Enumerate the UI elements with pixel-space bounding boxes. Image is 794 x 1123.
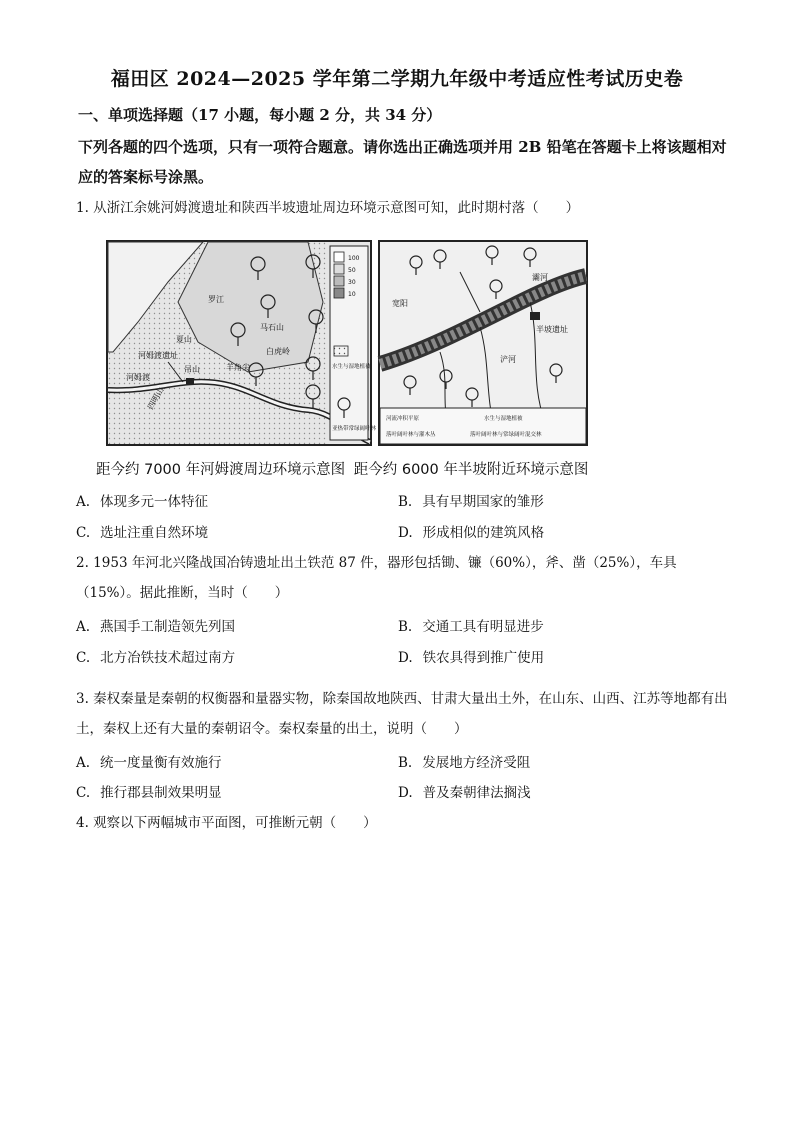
exam-title: 福田区 2024—2025 学年第二学期九年级中考适应性考试历史卷 [110,68,684,90]
hemudu-environment-map [106,240,377,446]
hemudu-map-drawing [108,242,377,444]
q3-option-d[interactable] [398,781,531,801]
instructions: 下列各题的四个选项，只有一项符合题意。请你选出正确选项并用 2B 铅笔在答题卡上将该题相对应的答案标号涂黑。 [78,138,727,186]
q2-option-d[interactable] [398,646,544,666]
option-letter: D. [398,650,413,666]
legend-right-plain: 河流冲积平原 [386,416,420,422]
option-text: 统一度量衡有效施行 [100,755,222,771]
map-label-yangjiaojian: 羊角尖 [226,363,250,372]
option-text: 铁农具得到推广使用 [422,650,545,666]
map-label-xiashan: 夏山 [176,335,192,344]
question-3-stem: 3. 秦权秦量是秦朝的权衡器和量器实物，除秦国故地陕西、甘肃大量出土外，在山东、山西、江苏等地都有出土，秦权上还有大量的秦朝诏令。秦权秦量的出土，说明（ ） [76,691,728,737]
question-1-stem: 1. 从浙江余姚河姆渡遗址和陕西半坡遗址周边环境示意图可知，此时期村落（ ） [76,200,580,216]
q2-option-c[interactable] [76,646,235,666]
option-text: 选址注重自然环境 [100,525,209,541]
question-1-caption [96,458,592,479]
q3-option-a[interactable] [76,751,222,771]
legend-right-wetland: 水生与湿地植被 [484,416,523,422]
option-letter: A. [76,619,91,635]
map-label-mashishan: 马石山 [260,323,284,332]
option-letter: A. [76,755,91,771]
q1-option-c[interactable] [76,521,208,541]
map-label-simingshan: 四明山 [145,385,166,411]
option-text: 具有早期国家的雏形 [422,494,544,510]
option-letter: D. [398,525,413,541]
option-text: 发展地方经济受阻 [422,755,531,771]
legend-right-deciduous: 落叶阔叶林与灌木丛 [386,432,436,438]
q1-option-a[interactable] [76,490,208,510]
option-text: 体现多元一体特征 [100,494,209,510]
legend-left-forest: 亚热带常绿阔叶林 [332,426,377,432]
option-text: 普及秦朝律法搁浅 [422,785,531,801]
legend-left-wetland: 水生与湿地植被 [332,364,371,370]
option-letter: B. [398,619,413,635]
option-letter: A. [76,494,91,510]
option-letter: B. [398,755,413,771]
legend-scale-30: 30 [348,279,356,286]
banpo-map-drawing [380,242,586,444]
q2-option-b[interactable] [398,615,544,635]
map-label-diaoshan: 吊山 [184,365,200,374]
option-letter: C. [76,785,91,801]
banpo-environment-map [378,240,588,446]
q3-option-c[interactable] [76,781,222,801]
legend-right-mixed: 落叶阔叶林与常绿阔叶混交林 [470,432,542,438]
q1-option-b[interactable] [398,490,544,510]
caption-banpo: 距今约 6000 年半坡附近环境示意图 [353,462,589,478]
map-label-banpo-site: 半坡遗址 [536,325,568,334]
map-label-hemudu: 河姆渡 [126,373,150,382]
map-label-luojiang: 罗江 [208,295,224,304]
legend-scale-50: 50 [348,267,356,274]
option-text: 燕国手工制造领先列国 [100,619,236,635]
map-label-baihuling: 白虎岭 [266,347,290,356]
option-text: 推行郡县制效果明显 [100,785,222,801]
q1-option-d[interactable] [398,521,544,541]
map-label-hemudu-site: 河姆渡遗址 [138,351,178,360]
option-text: 北方冶铁技术超过南方 [100,650,236,666]
option-letter: C. [76,650,91,666]
map-label-kuanyang: 宽阳 [392,299,408,308]
option-text: 交通工具有明显进步 [422,619,544,635]
map-label-bahe: 灞河 [532,273,548,282]
section-heading: 一、单项选择题（17 小题，每小题 2 分，共 34 分） [78,106,442,124]
map-label-chanhe: 浐河 [500,355,516,364]
question-4-stem: 4. 观察以下两幅城市平面图，可推断元朝（ ） [76,815,377,831]
option-letter: C. [76,525,91,541]
option-letter: B. [398,494,413,510]
legend-scale-10: 10 [348,291,356,298]
question-1-maps [106,240,586,444]
legend-scale-100: 100 [348,255,360,262]
q2-option-a[interactable] [76,615,235,635]
option-letter: D. [398,785,413,801]
caption-hemudu: 距今约 7000 年河姆渡周边环境示意图 [96,462,346,478]
question-2-stem: 2. 1953 年河北兴隆战国冶铸遗址出土铁范 87 件，器形包括锄、镰（60%），斧、凿（25%），车具（15%）。据此推断，当时（ ） [76,555,677,601]
q3-option-b[interactable] [398,751,530,771]
option-text: 形成相似的建筑风格 [422,525,545,541]
